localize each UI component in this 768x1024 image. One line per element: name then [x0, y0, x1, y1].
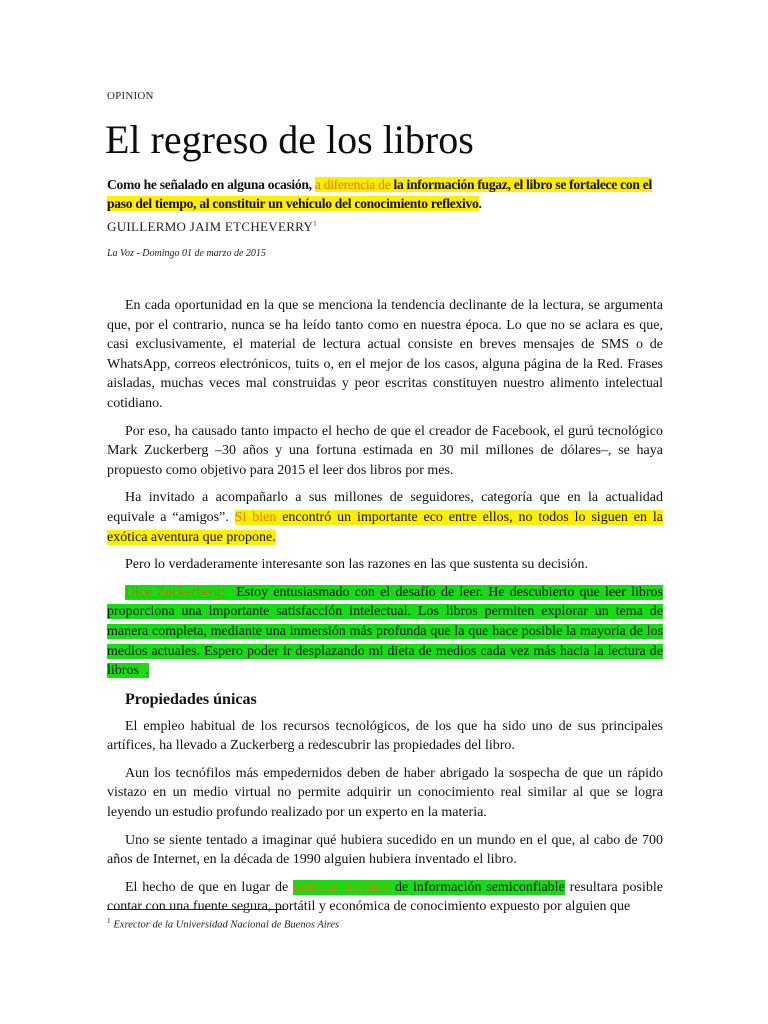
- paragraph-5-quote: [107, 583, 663, 681]
- paragraph-8: Uno se siente tentado a imaginar qué hubiera sucedido en un mundo en el que, al cabo de 700 años de Internet, en la década de 1990 alguien hubiera inventado el libro.: [107, 832, 663, 868]
- quote-close-mark: ”: [138, 663, 146, 679]
- subheading: Propiedades únicas: [125, 690, 257, 708]
- footnote-divider: [107, 909, 287, 910]
- article-lead: [107, 175, 663, 213]
- paragraph-1: En cada oportunidad en la que se menciona la tendencia declinante de la lectura, se argumenta que, por el contrario, nunca se ha leído tanto como en nuestra época. Lo que no se aclara es que, casi exclusivamente, el material de lectura actual consiste en breves mensajes de SMS o de WhatsApp, correos electrónicos, tuits o, en el mejor de los casos, alguna página de la Red. Frases aisladas, muchas veces mal construidas y peor escritas constituyen nuestro alimento intelectual cotidiano.: [107, 298, 663, 411]
- footnote-text: Exrector de la Universidad Nacional de Buenos Aires: [113, 919, 340, 931]
- paragraph-7: Aun los tecnófilos más empedernidos deben de haber abrigado la sospecha de que un rápido vistazo en un medio virtual no permite adquirir un conocimiento real similar al que se logra leyendo un estudio profundo realizado por un experto en la materia.: [107, 765, 663, 821]
- paragraph-9-highlight-rest: de información semiconfiable: [390, 879, 565, 895]
- paragraph-9: [107, 878, 663, 917]
- paragraph-6: El empleo habitual de los recursos tecnológicos, de los que ha sido uno de sus principales artífices, ha llevado a Zuckerberg a redescubrir las propiedades del libro.: [107, 718, 663, 754]
- quote-attribution: Dice Zuckerberg:: [125, 584, 230, 600]
- paragraph-3-highlight-orange: Si bien: [234, 509, 277, 525]
- paragraph-2: Por eso, ha causado tanto impacto el hecho de que el creador de Facebook, el gurú tecnológico Mark Zuckerberg –30 años y una fortuna estimada en 30 mil millones de dólares–, se haya propuesto como objetivo para 2015 el leer dos libros por mes.: [107, 423, 663, 478]
- footnote-mark: 1: [107, 917, 111, 925]
- article-body: [107, 296, 663, 925]
- quote-end: .: [145, 663, 149, 679]
- paragraph-9-highlight-orange: rastrillar océanos: [292, 879, 391, 895]
- article-title: El regreso de los libros: [105, 117, 474, 162]
- quote-open-mark: “: [229, 584, 237, 600]
- paragraph-9-end: resultara posible contar con una fuente segura, portátil y económica de conocimiento expuesto por alguien que: [107, 879, 663, 915]
- lead-highlight-rest: la información fugaz, el libro se fortalece con el paso del tiempo, al constituir un vehículo del conocimiento reflexivo: [107, 177, 652, 211]
- lead-highlight-orange: a diferencia de: [314, 177, 391, 192]
- paragraph-9-highlight: [293, 880, 565, 895]
- footnote: [107, 917, 339, 931]
- paragraph-3-highlight-rest: encontró un importante eco entre ellos, no todos lo siguen en la exótica aventura que propone.: [107, 509, 663, 545]
- lead-end: .: [478, 196, 482, 211]
- author-byline: [107, 219, 317, 235]
- paragraph-4: Pero lo verdaderamente interesante son las razones en las que sustenta su decisión.: [125, 557, 589, 573]
- quote-highlight: [107, 585, 663, 678]
- paragraph-3: [107, 488, 663, 547]
- dateline: La Voz - Domingo 01 de marzo de 2015: [107, 248, 266, 259]
- section-label: OPINION: [107, 90, 154, 102]
- footnote-reference[interactable]: 1: [313, 219, 317, 228]
- quote-text: Estoy entusiasmado con el desafío de leer. He descubierto que leer libros proporciona una importante satisfacción intelectual. Los libros permiten explorar un tema de manera completa, mediante una inmersión más profunda que la que hace posible la mayoría de los medios actuales. Espero poder ir desplazando mi dieta de medios cada vez más hacia la lectura de libros: [107, 584, 663, 679]
- paragraph-9-start: El hecho de que en lugar de: [125, 879, 293, 895]
- author-name: GUILLERMO JAIM ETCHEVERRY: [107, 219, 314, 234]
- lead-plain: Como he señalado en alguna ocasión,: [107, 177, 315, 192]
- paragraph-3-text: Ha invitado a acompañarlo a sus millones de seguidores, categoría que en la actualidad equivale a “amigos”.: [107, 490, 663, 525]
